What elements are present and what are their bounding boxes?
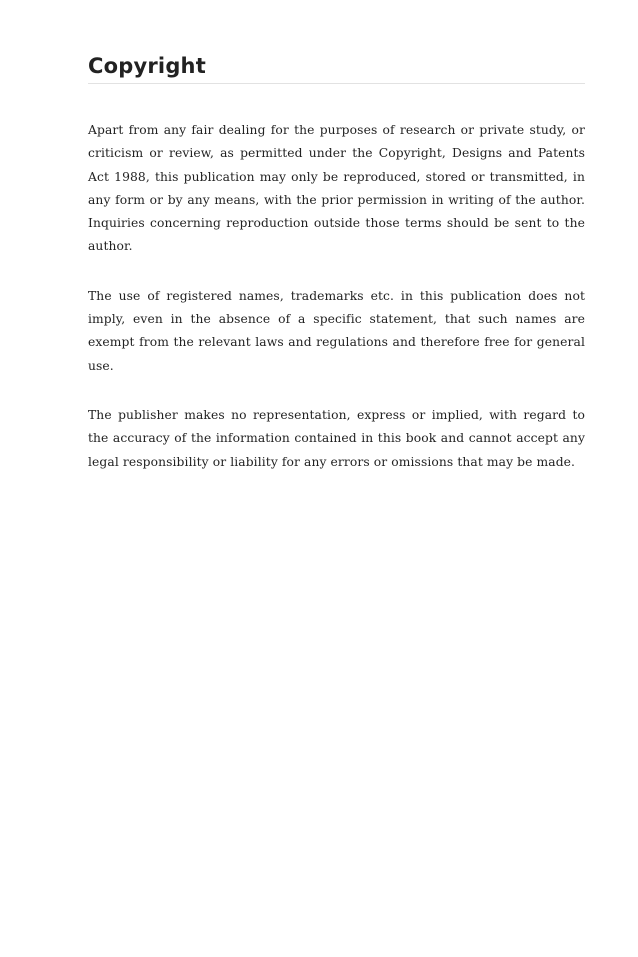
paragraph-fair-dealing: Apart from any fair dealing for the purposes of research or private study, or criticism or review, as permitted under the Copyright, Designs and Patents Act 1988, this publication may only be reproduced, stored or transmitted, in any form or by any means, with the prior permission in writing of the author. Inquiries concerning reproduction outside those terms should be sent to the author. (88, 123, 585, 254)
page-title: Copyright (88, 52, 585, 84)
copyright-body (88, 119, 585, 474)
paragraph-liability: The publisher makes no representation, express or implied, with regard to the accuracy of the information contained in this book and cannot accept any legal responsibility or liability for any errors or omissions that may be made. (88, 407, 585, 469)
document-page (88, 52, 585, 500)
paragraph-trademarks: The use of registered names, trademarks etc. in this publication does not imply, even in the absence of a specific statement, that such names are exempt from the relevant laws and regulations and therefore free for general use. (88, 288, 585, 373)
